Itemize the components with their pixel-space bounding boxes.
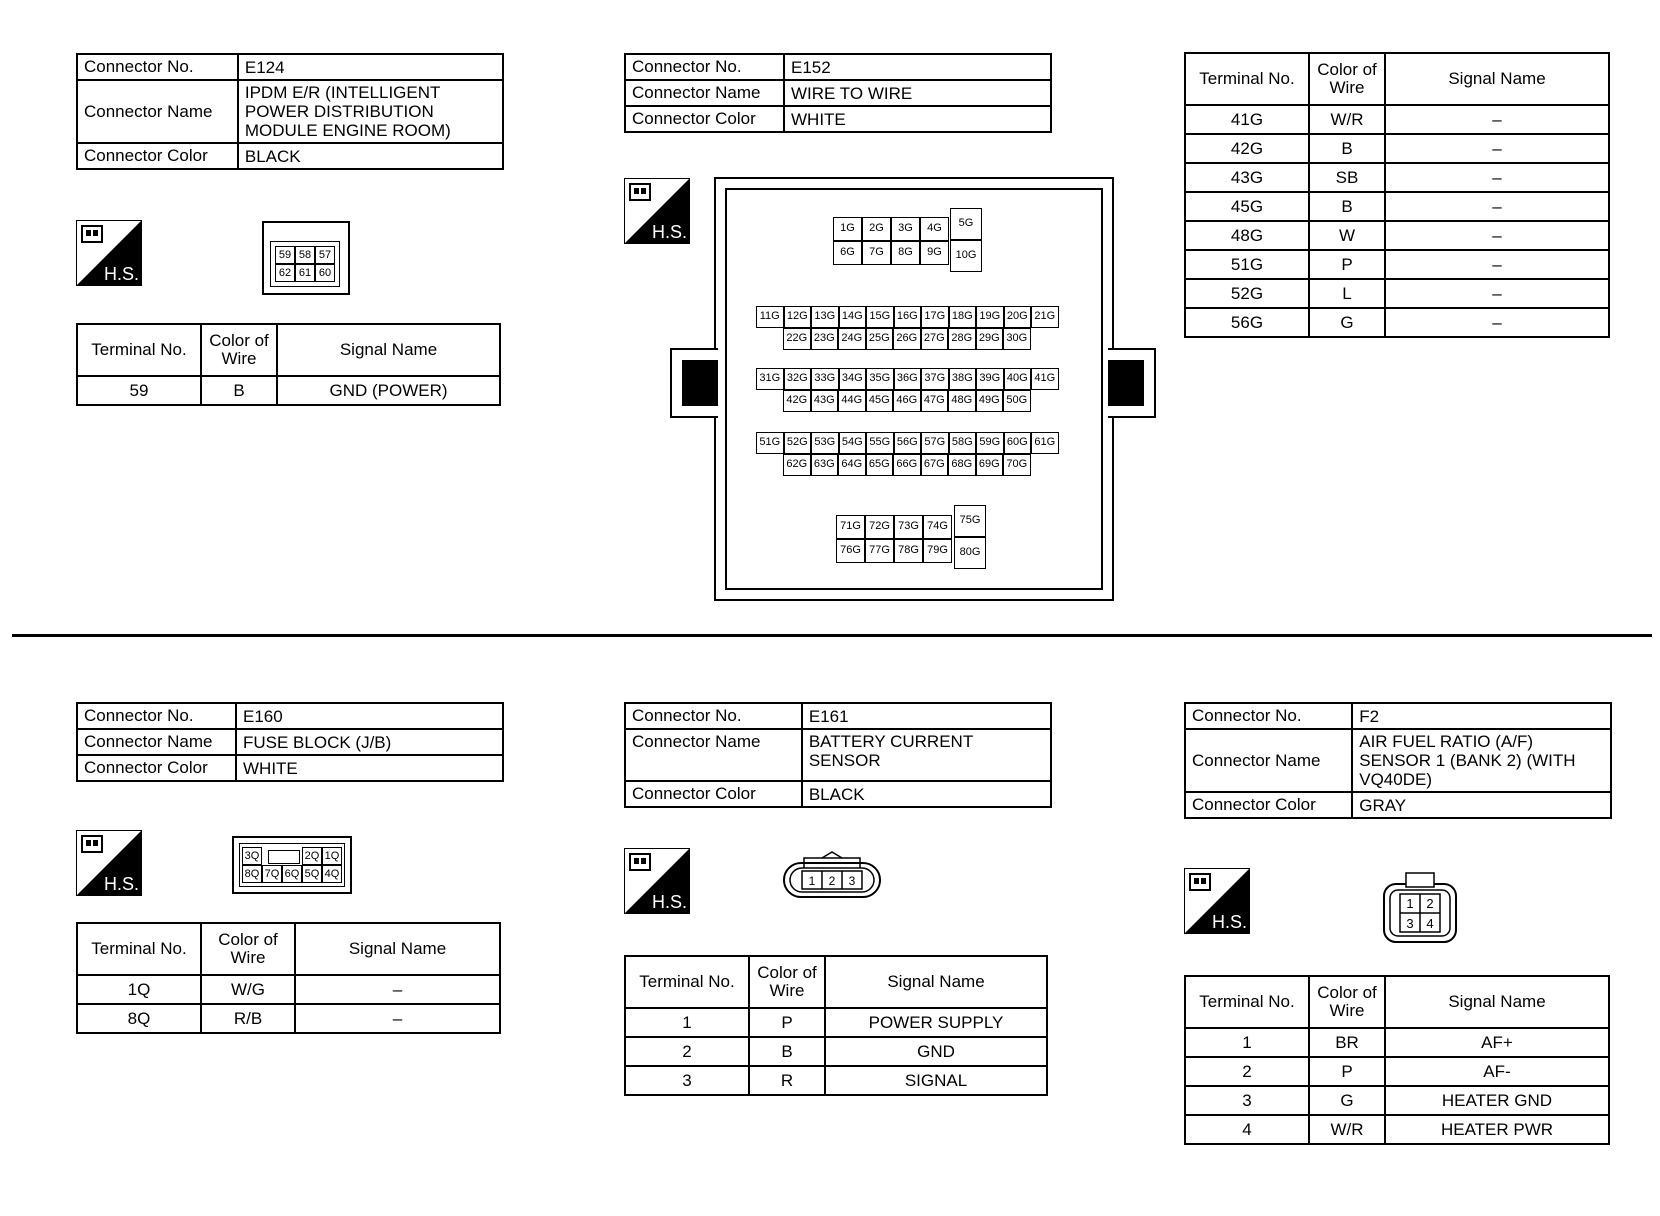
pin: 11G [756, 306, 784, 328]
pin: 7Q [262, 865, 282, 883]
color-cell: B [201, 376, 277, 405]
terminal-cell: 56G [1185, 308, 1309, 337]
hs-label: H.S. [652, 892, 688, 912]
pin: 5Q [302, 865, 322, 883]
harness-side-icon [76, 220, 142, 286]
pin: 14G [839, 306, 867, 328]
pin: 74G [923, 515, 952, 539]
color-cell: B [1309, 192, 1385, 221]
table-row [77, 1004, 500, 1033]
terminal-cell: 42G [1185, 134, 1309, 163]
pin: 5G [950, 208, 982, 240]
label: Connector Color [77, 143, 238, 169]
pin: 56G [894, 432, 922, 454]
terminal-cell: 48G [1185, 221, 1309, 250]
table-row [1185, 1115, 1609, 1144]
header-signal: Signal Name [825, 956, 1047, 1008]
f2-connector-face [1380, 870, 1460, 946]
terminal-cell: 52G [1185, 279, 1309, 308]
pin: 76G [836, 539, 865, 563]
pin: 2 [1426, 896, 1434, 911]
signal-cell: – [1385, 163, 1609, 192]
signal-cell: HEATER GND [1385, 1086, 1609, 1115]
header-terminal: Terminal No. [77, 923, 201, 975]
pin: 36G [894, 368, 922, 390]
pin: 65G [866, 454, 894, 476]
pin: 52G [784, 432, 812, 454]
header-color: Color of Wire [1309, 976, 1385, 1028]
pin: 2G [862, 217, 891, 241]
table-row [77, 376, 500, 405]
header-color: Color of Wire [201, 324, 277, 376]
pin: 15G [866, 306, 894, 328]
hs-label: H.S. [652, 222, 688, 242]
pin: 6G [833, 241, 862, 265]
label: Connector Color [77, 755, 236, 781]
pin: 61 [295, 264, 315, 282]
pin: 13G [811, 306, 839, 328]
pin: 1 [1406, 896, 1414, 911]
signal-cell: SIGNAL [825, 1066, 1047, 1095]
header-terminal: Terminal No. [625, 956, 749, 1008]
signal-cell: – [1385, 221, 1609, 250]
signal-cell: POWER SUPPLY [825, 1008, 1047, 1037]
pin: 71G [836, 515, 865, 539]
pin: 6Q [282, 865, 302, 883]
signal-cell: – [295, 1004, 500, 1033]
value: E161 [802, 703, 1051, 729]
color-cell: P [1309, 1057, 1385, 1086]
table-row [1185, 163, 1609, 192]
pin: 3Q [242, 847, 262, 865]
pin: 50G [1003, 390, 1031, 412]
pin: 32G [784, 368, 812, 390]
signal-cell: – [1385, 279, 1609, 308]
label: Connector No. [77, 703, 236, 729]
header-terminal: Terminal No. [77, 324, 201, 376]
terminal-cell: 45G [1185, 192, 1309, 221]
table-row [625, 1008, 1047, 1037]
value: IPDM E/R (INTELLIGENT POWER DISTRIBUTION MODULE ENGINE ROOM) [238, 80, 503, 143]
pin: 59G [976, 432, 1004, 454]
pin: 12G [784, 306, 812, 328]
pin: 19G [976, 306, 1004, 328]
label: Connector No. [1185, 703, 1352, 729]
f2-info-table [1184, 702, 1612, 819]
pin: 46G [893, 390, 921, 412]
pin: 62G [783, 454, 811, 476]
pin: 35G [866, 368, 894, 390]
pin: 79G [923, 539, 952, 563]
terminal-cell: 3 [1185, 1086, 1309, 1115]
table-row [1185, 1086, 1609, 1115]
pin: 63G [811, 454, 839, 476]
label: Connector Name [1185, 729, 1352, 792]
e161-terminal-table [624, 955, 1048, 1096]
blank-cavity [268, 850, 300, 864]
color-cell: W [1309, 221, 1385, 250]
color-cell: R [749, 1066, 825, 1095]
pin: 4 [1426, 916, 1434, 931]
e161-info-table [624, 702, 1052, 808]
pin: 4G [920, 217, 949, 241]
pin: 24G [838, 328, 866, 350]
pin: 58G [949, 432, 977, 454]
label: Connector No. [77, 54, 238, 80]
pin: 78G [894, 539, 923, 563]
label: Connector Name [77, 729, 236, 755]
value: WIRE TO WIRE [784, 80, 1051, 106]
e124-terminal-table [76, 323, 501, 406]
pin: 70G [1003, 454, 1031, 476]
pin: 66G [893, 454, 921, 476]
color-cell: G [1309, 308, 1385, 337]
terminal-cell: 1 [625, 1008, 749, 1037]
pin: 80G [954, 537, 986, 569]
table-row [625, 1066, 1047, 1095]
pin: 38G [949, 368, 977, 390]
pin: 29G [976, 328, 1004, 350]
signal-cell: AF+ [1385, 1028, 1609, 1057]
pin: 57G [921, 432, 949, 454]
f2-terminal-table [1184, 975, 1610, 1145]
signal-cell: – [1385, 250, 1609, 279]
value: BLACK [802, 781, 1051, 807]
color-cell: W/G [201, 975, 295, 1004]
pin: 61G [1031, 432, 1059, 454]
signal-cell: AF- [1385, 1057, 1609, 1086]
pin: 57 [315, 246, 335, 264]
table-row [1185, 250, 1609, 279]
value: GRAY [1352, 792, 1611, 818]
header-color: Color of Wire [749, 956, 825, 1008]
pin: 54G [839, 432, 867, 454]
table-row [1185, 1057, 1609, 1086]
header-color: Color of Wire [1309, 53, 1385, 105]
pin: 17G [921, 306, 949, 328]
pin: 72G [865, 515, 894, 539]
pin: 8Q [242, 865, 262, 883]
value: WHITE [236, 755, 503, 781]
header-signal: Signal Name [1385, 976, 1609, 1028]
terminal-cell: 2 [1185, 1057, 1309, 1086]
terminal-cell: 59 [77, 376, 201, 405]
header-signal: Signal Name [295, 923, 500, 975]
value: FUSE BLOCK (J/B) [236, 729, 503, 755]
table-row [625, 1037, 1047, 1066]
pin: 22G [783, 328, 811, 350]
table-row [1185, 221, 1609, 250]
pin: 10G [950, 240, 982, 272]
pin: 58 [295, 246, 315, 264]
pin: 60 [315, 264, 335, 282]
pin: 34G [839, 368, 867, 390]
e124-connector-face [262, 221, 350, 295]
header-terminal: Terminal No. [1185, 53, 1309, 105]
header-color: Color of Wire [201, 923, 295, 975]
color-cell: B [749, 1037, 825, 1066]
pin: 33G [811, 368, 839, 390]
pin: 30G [1003, 328, 1031, 350]
terminal-cell: 1Q [77, 975, 201, 1004]
table-row [1185, 1028, 1609, 1057]
pin: 42G [783, 390, 811, 412]
e152-terminal-table [1184, 52, 1610, 338]
right-latch [1108, 348, 1156, 418]
header-signal: Signal Name [277, 324, 500, 376]
terminal-cell: 43G [1185, 163, 1309, 192]
header-terminal: Terminal No. [1185, 976, 1309, 1028]
color-cell: P [749, 1008, 825, 1037]
pin: 1Q [322, 847, 342, 865]
value: BLACK [238, 143, 503, 169]
value: BATTERY CURRENT SENSOR [802, 729, 1051, 781]
value: E160 [236, 703, 503, 729]
value: F2 [1352, 703, 1611, 729]
table-row [1185, 134, 1609, 163]
pin: 1 [808, 874, 816, 888]
value: E124 [238, 54, 503, 80]
pin: 37G [921, 368, 949, 390]
signal-cell: – [1385, 105, 1609, 134]
left-latch [670, 348, 718, 418]
pin: 9G [920, 241, 949, 265]
pin: 43G [811, 390, 839, 412]
harness-side-icon [1184, 868, 1250, 934]
signal-cell: GND (POWER) [277, 376, 500, 405]
value: AIR FUEL RATIO (A/F) SENSOR 1 (BANK 2) (WITH VQ40DE) [1352, 729, 1611, 792]
label: Connector Name [77, 80, 238, 143]
hs-label: H.S. [1212, 912, 1248, 932]
pin: 53G [811, 432, 839, 454]
pin: 3 [848, 874, 856, 888]
pin: 47G [921, 390, 949, 412]
pin: 73G [894, 515, 923, 539]
signal-cell: GND [825, 1037, 1047, 1066]
color-cell: SB [1309, 163, 1385, 192]
color-cell: P [1309, 250, 1385, 279]
hs-label: H.S. [104, 874, 140, 894]
pin: 51G [756, 432, 784, 454]
pin: 20G [1004, 306, 1032, 328]
table-row [1185, 192, 1609, 221]
header-signal: Signal Name [1385, 53, 1609, 105]
section-divider [12, 634, 1652, 637]
terminal-cell: 4 [1185, 1115, 1309, 1144]
label: Connector No. [625, 54, 784, 80]
color-cell: L [1309, 279, 1385, 308]
pin: 60G [1004, 432, 1032, 454]
color-cell: R/B [201, 1004, 295, 1033]
pin: 16G [894, 306, 922, 328]
table-row [1185, 105, 1609, 134]
signal-cell: HEATER PWR [1385, 1115, 1609, 1144]
terminal-cell: 2 [625, 1037, 749, 1066]
terminal-cell: 41G [1185, 105, 1309, 134]
terminal-cell: 51G [1185, 250, 1309, 279]
pin: 2 [828, 874, 836, 888]
pin: 40G [1004, 368, 1032, 390]
pin: 44G [838, 390, 866, 412]
color-cell: G [1309, 1086, 1385, 1115]
pin: 48G [948, 390, 976, 412]
signal-cell: – [1385, 134, 1609, 163]
table-row [77, 975, 500, 1004]
e160-info-table [76, 702, 504, 782]
e160-terminal-table [76, 922, 501, 1034]
pin: 21G [1031, 306, 1059, 328]
pin: 59 [275, 246, 295, 264]
label: Connector Color [625, 106, 784, 132]
pin: 8G [891, 241, 920, 265]
pin: 4Q [322, 865, 342, 883]
color-cell: W/R [1309, 1115, 1385, 1144]
pin: 45G [866, 390, 894, 412]
pin: 49G [976, 390, 1004, 412]
label: Connector Name [625, 80, 784, 106]
e152-info-table [624, 53, 1052, 133]
e124-info-table [76, 53, 504, 170]
label: Connector Color [1185, 792, 1352, 818]
pin: 55G [866, 432, 894, 454]
pin: 41G [1031, 368, 1059, 390]
e161-connector-face [782, 850, 882, 910]
label: Connector Color [625, 781, 802, 807]
label: Connector No. [625, 703, 802, 729]
pin: 26G [893, 328, 921, 350]
terminal-cell: 8Q [77, 1004, 201, 1033]
pin: 2Q [302, 847, 322, 865]
pin: 31G [756, 368, 784, 390]
pin: 1G [833, 217, 862, 241]
signal-cell: – [295, 975, 500, 1004]
pin: 27G [921, 328, 949, 350]
color-cell: B [1309, 134, 1385, 163]
value: WHITE [784, 106, 1051, 132]
pin: 67G [921, 454, 949, 476]
color-cell: W/R [1309, 105, 1385, 134]
terminal-cell: 1 [1185, 1028, 1309, 1057]
pin: 7G [862, 241, 891, 265]
pin: 18G [949, 306, 977, 328]
pin: 39G [976, 368, 1004, 390]
hs-label: H.S. [104, 264, 140, 284]
pin: 75G [954, 505, 986, 537]
e160-connector-face [232, 836, 352, 894]
table-row [1185, 308, 1609, 337]
pin: 77G [865, 539, 894, 563]
terminal-cell: 3 [625, 1066, 749, 1095]
table-row [1185, 279, 1609, 308]
signal-cell: – [1385, 192, 1609, 221]
harness-side-icon [76, 830, 142, 896]
pin: 62 [275, 264, 295, 282]
harness-side-icon [624, 178, 690, 244]
pin: 3 [1406, 916, 1414, 931]
label: Connector Name [625, 729, 802, 781]
pin: 28G [948, 328, 976, 350]
color-cell: BR [1309, 1028, 1385, 1057]
pin: 69G [976, 454, 1004, 476]
signal-cell: – [1385, 308, 1609, 337]
pin: 68G [948, 454, 976, 476]
harness-side-icon [624, 848, 690, 914]
pin: 25G [866, 328, 894, 350]
pin: 23G [811, 328, 839, 350]
pin: 64G [838, 454, 866, 476]
value: E152 [784, 54, 1051, 80]
pin: 3G [891, 217, 920, 241]
